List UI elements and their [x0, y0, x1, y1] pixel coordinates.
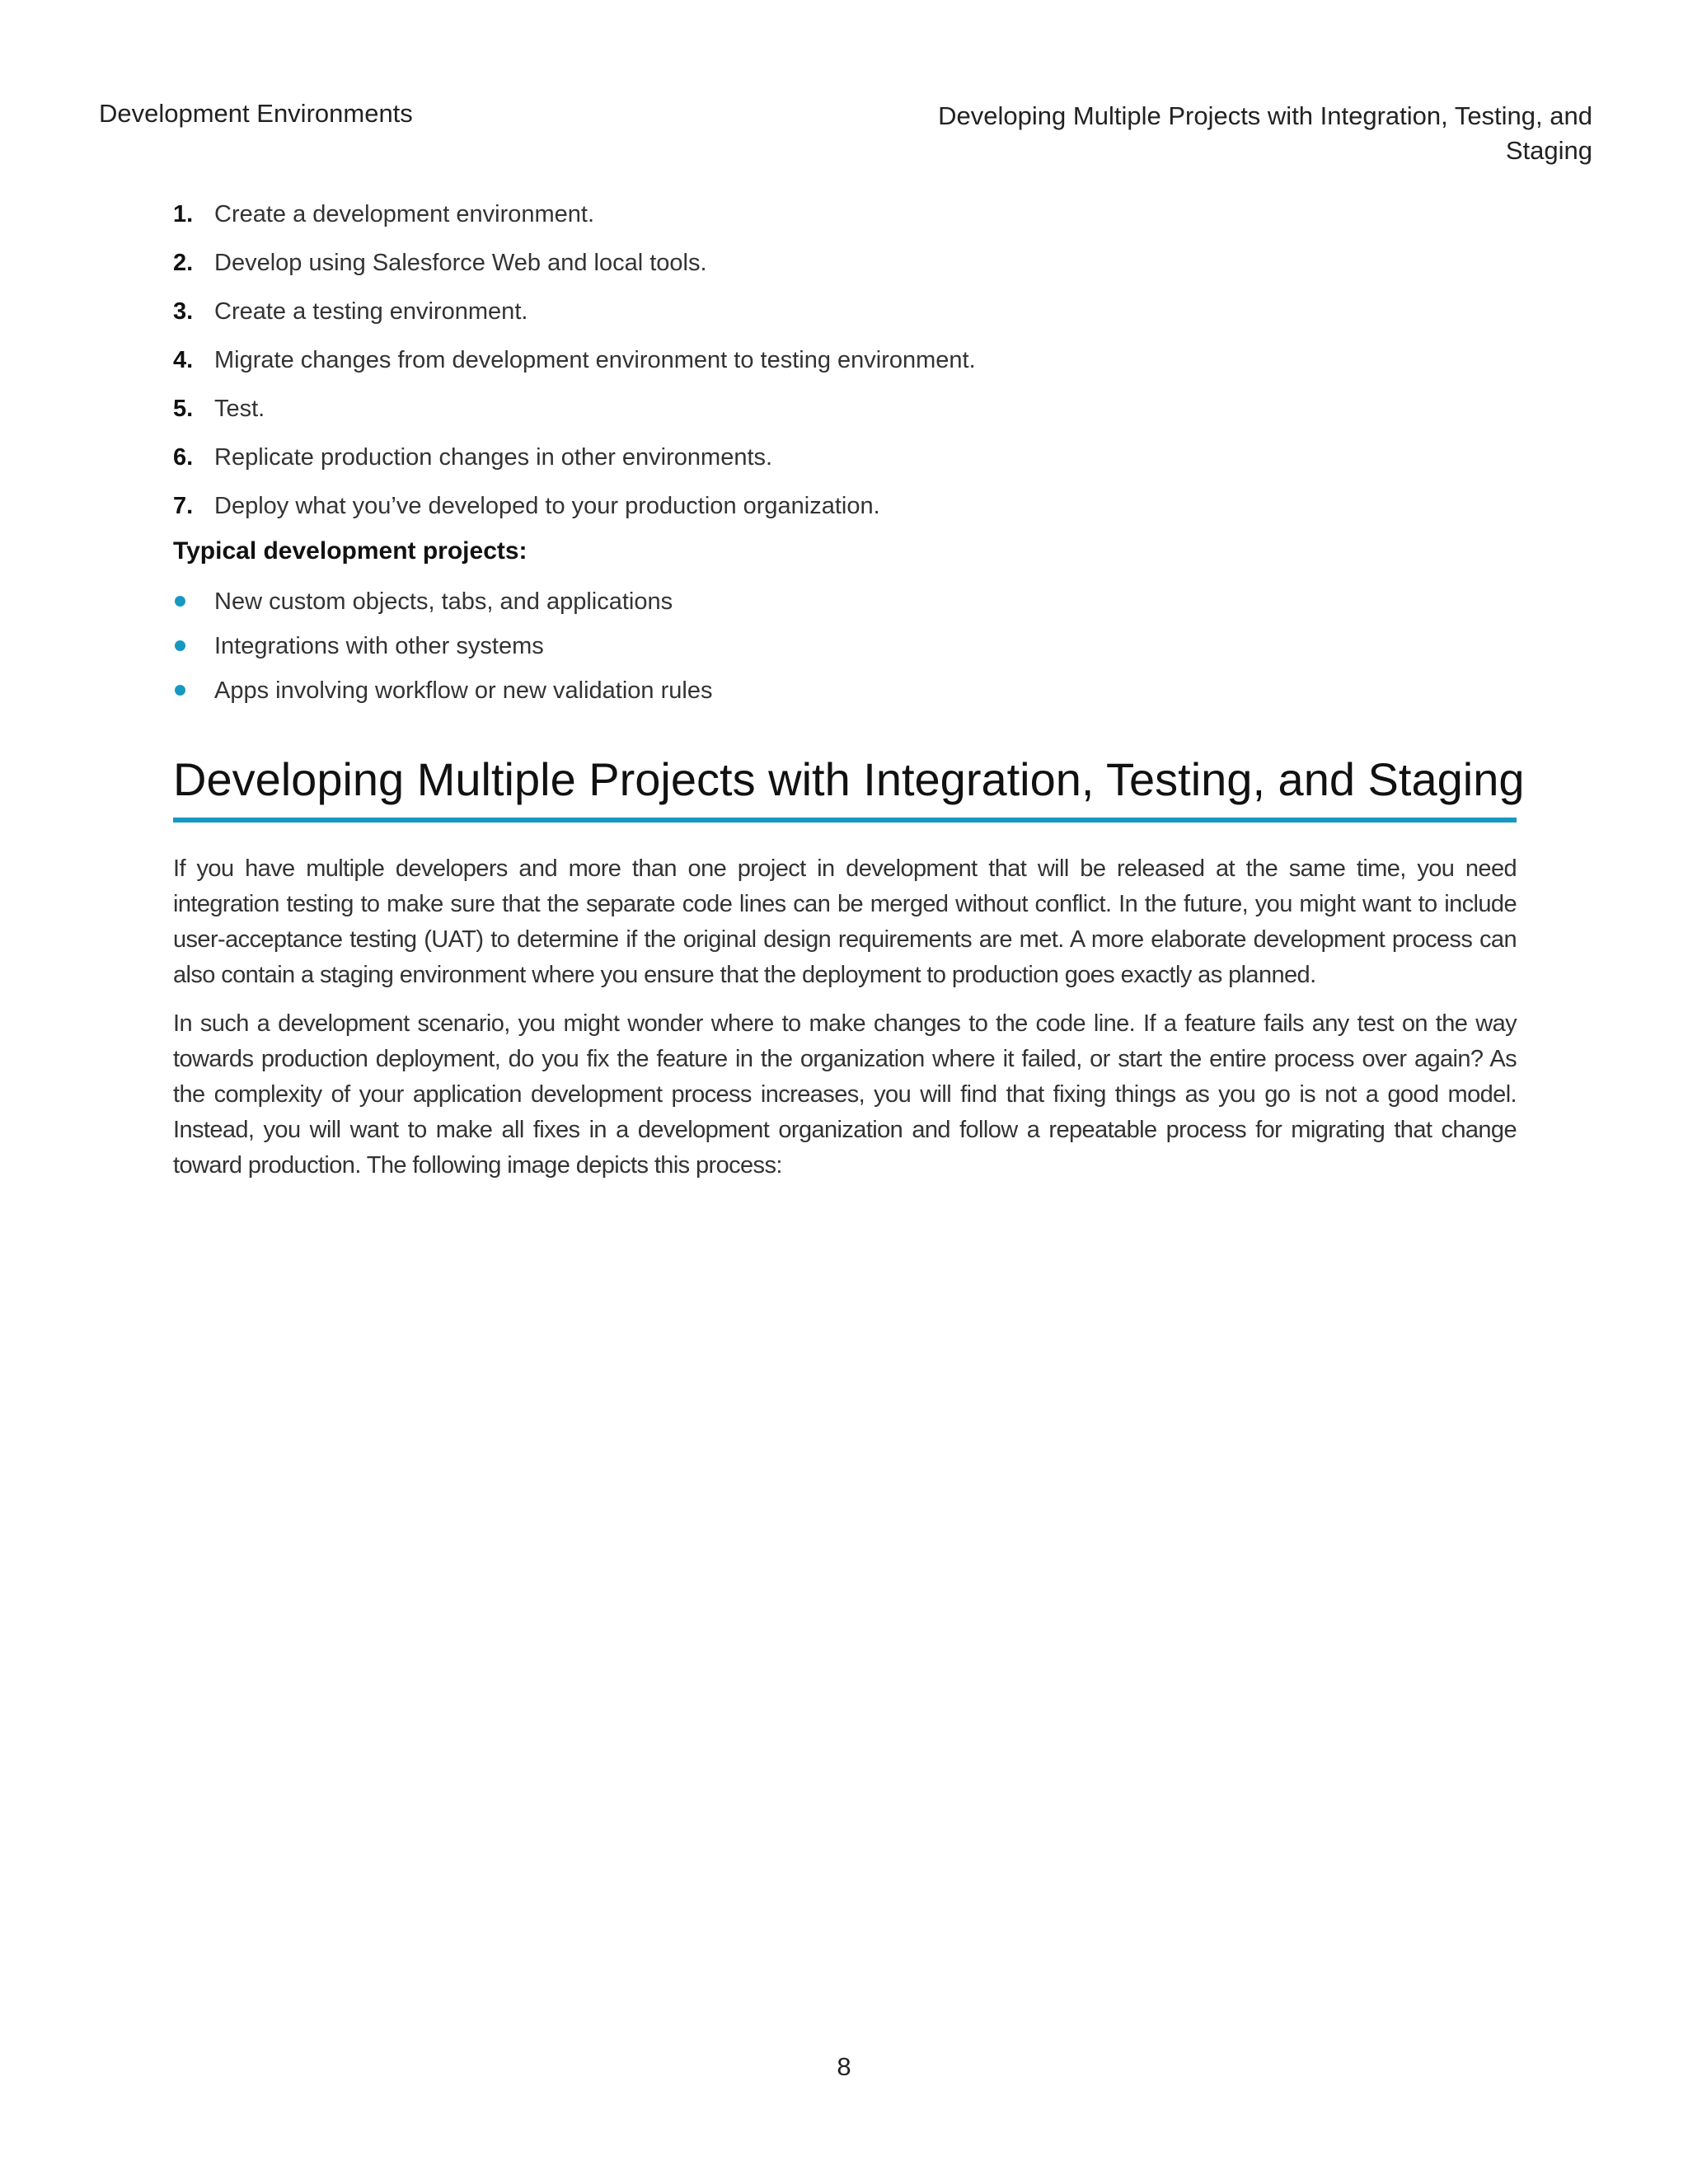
bullet-icon [175, 640, 185, 651]
running-header-left: Development Environments [99, 99, 413, 128]
list-item [173, 490, 976, 538]
step-number: 3. [173, 298, 194, 325]
section-divider [173, 818, 1517, 823]
bullet-text: Integrations with other systems [214, 633, 544, 659]
body-paragraph: If you have multiple developers and more than one project in development that will be released at the same time, you need integration testing to make sure that the separate code lines can be merged without conflict. In the future, you might want to include user-acceptance testing (UAT) to determine if the original design requirements are met. A more elaborate development process can also contain a staging environment where you ensure that the deployment to production goes exactly as planned. [173, 855, 1517, 988]
page-number: 8 [837, 2052, 851, 2081]
list-item [173, 295, 976, 344]
typical-projects-list [173, 585, 712, 719]
typical-projects-heading: Typical development projects: [173, 537, 528, 565]
step-number: 5. [173, 396, 194, 422]
bullet-icon [175, 685, 185, 696]
list-item [173, 246, 976, 295]
step-text: Create a development environment. [214, 201, 595, 227]
step-text: Test. [214, 396, 265, 422]
step-text: Migrate changes from development environment to testing environment. [214, 347, 976, 373]
bullet-text: New custom objects, tabs, and applications [214, 588, 673, 615]
list-item [173, 585, 712, 630]
step-text: Create a testing environment. [214, 298, 528, 325]
step-number: 1. [173, 201, 194, 227]
step-text: Develop using Salesforce Web and local tools. [214, 250, 707, 276]
bullet-text: Apps involving workflow or new validation rules [214, 677, 713, 704]
steps-list [173, 198, 976, 538]
list-item [173, 392, 976, 441]
bullet-icon [175, 596, 185, 607]
body-paragraph: In such a development scenario, you might wonder where to make changes to the code line. If a feature fails any test on the way towards production deployment, do you fix the feature in the organization where it failed, or start the entire process over again? As the complexity of your application development process increases, you will find that fixing things as you go is not a good model. Instead, you will want to make all fixes in a development organization and follow a repeatable process for migrating that change toward production. The following image depicts this process: [173, 1010, 1517, 1179]
step-number: 6. [173, 444, 194, 471]
list-item [173, 630, 712, 674]
step-text: Replicate production changes in other environments. [214, 444, 773, 471]
list-item [173, 441, 976, 490]
list-item [173, 344, 976, 392]
section-title: Developing Multiple Projects with Integration, Testing, and Staging [173, 753, 1525, 805]
running-header-right: Developing Multiple Projects with Integration, Testing, and Staging [938, 101, 1592, 165]
step-number: 2. [173, 250, 194, 276]
step-text: Deploy what you’ve developed to your production organization. [214, 493, 880, 519]
step-number: 7. [173, 493, 194, 519]
list-item [173, 198, 976, 246]
step-number: 4. [173, 347, 194, 373]
list-item [173, 674, 712, 719]
